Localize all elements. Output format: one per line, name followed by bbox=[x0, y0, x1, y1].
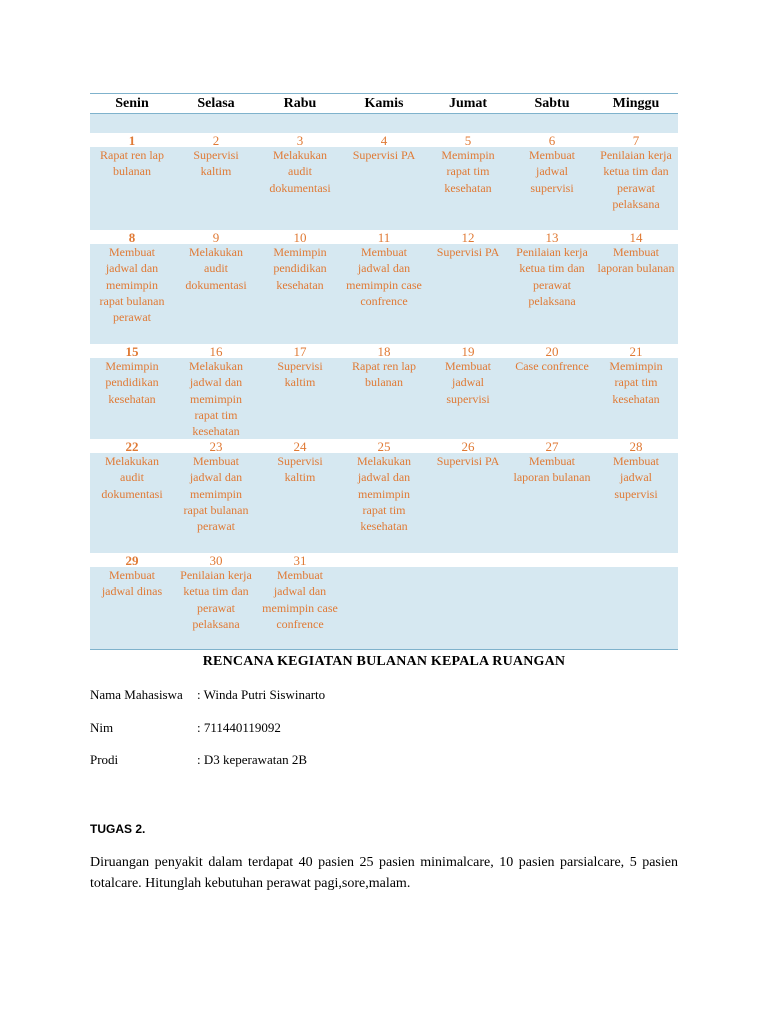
header-day-minggu: Minggu bbox=[612, 96, 660, 111]
calendar-header-row bbox=[90, 93, 678, 114]
activity-cell: Membuat jadwal supervisi bbox=[445, 359, 491, 406]
date-row bbox=[90, 230, 678, 244]
activity-cell bbox=[342, 567, 426, 649]
nama-value: : Winda Putri Siswinarto bbox=[197, 687, 326, 702]
date-cell: 24 bbox=[293, 439, 307, 454]
activity-cell: Rapat ren lap bulanan bbox=[100, 148, 164, 179]
activity-cell: Supervisi PA bbox=[436, 245, 500, 259]
activity-cell: Melakukan jadwal dan memimpin rapat tim kesehatan bbox=[189, 359, 243, 439]
activity-row bbox=[90, 453, 678, 553]
activity-cell: Membuat jadwal dinas bbox=[101, 568, 163, 599]
date-cell: 14 bbox=[629, 230, 643, 245]
date-cell: 10 bbox=[293, 230, 307, 245]
activity-row bbox=[90, 244, 678, 344]
header-day-senin: Senin bbox=[115, 96, 149, 111]
date-cell: 25 bbox=[377, 439, 391, 454]
monthly-calendar-table bbox=[90, 93, 678, 650]
date-cell: 12 bbox=[461, 230, 475, 245]
activity-cell: Membuat jadwal supervisi bbox=[613, 454, 659, 501]
document-title: RENCANA KEGIATAN BULANAN KEPALA RUANGAN bbox=[202, 654, 566, 669]
calendar-week-5 bbox=[90, 553, 678, 650]
activity-row bbox=[90, 567, 678, 649]
calendar-week-3 bbox=[90, 344, 678, 439]
date-cell: 5 bbox=[464, 133, 472, 148]
date-cell: 3 bbox=[296, 133, 304, 148]
activity-cell: Supervisi kaltim bbox=[193, 148, 239, 179]
date-cell: 28 bbox=[629, 439, 643, 454]
activity-cell: Supervisi PA bbox=[352, 148, 416, 162]
activity-cell bbox=[426, 567, 510, 649]
activity-cell: Memimpin rapat tim kesehatan bbox=[441, 148, 495, 195]
date-cell bbox=[426, 553, 510, 568]
activity-cell: Memimpin pendidikan kesehatan bbox=[105, 359, 159, 406]
calendar-week-1 bbox=[90, 133, 678, 230]
activity-cell: Case confrence bbox=[515, 359, 589, 373]
date-cell: 21 bbox=[629, 344, 643, 359]
date-cell: 1 bbox=[128, 133, 136, 148]
activity-cell: Supervisi kaltim bbox=[277, 359, 323, 390]
activity-cell: Membuat jadwal dan memimpin case confrence bbox=[346, 245, 422, 308]
prodi-value: : D3 keperawatan 2B bbox=[197, 752, 308, 767]
date-cell: 23 bbox=[209, 439, 223, 454]
header-day-selasa: Selasa bbox=[197, 96, 235, 111]
activity-row bbox=[90, 147, 678, 230]
date-cell: 11 bbox=[377, 230, 391, 245]
activity-cell: Melakukan audit dokumentasi bbox=[101, 454, 163, 501]
calendar-blank-band bbox=[90, 114, 678, 133]
date-row bbox=[90, 439, 678, 453]
activity-cell: Penilaian kerja ketua tim dan perawat pelaksana bbox=[600, 148, 672, 211]
nim-label: Nim bbox=[90, 720, 114, 735]
activity-cell: Penilaian kerja ketua tim dan perawat pelaksana bbox=[516, 245, 588, 308]
date-cell: 9 bbox=[212, 230, 220, 245]
date-cell bbox=[342, 553, 426, 568]
activity-cell: Membuat jadwal dan memimpin case confrence bbox=[262, 568, 338, 631]
calendar-week-2 bbox=[90, 230, 678, 344]
date-cell: 20 bbox=[545, 344, 559, 359]
header-day-sabtu: Sabtu bbox=[534, 96, 570, 111]
date-cell: 7 bbox=[632, 133, 640, 148]
prodi-label: Prodi bbox=[90, 752, 119, 767]
date-row bbox=[90, 553, 678, 567]
nim-value: : 711440119092 bbox=[197, 720, 281, 735]
activity-row bbox=[90, 358, 678, 439]
date-cell: 19 bbox=[461, 344, 475, 359]
activity-cell: Melakukan audit dokumentasi bbox=[185, 245, 247, 292]
date-row bbox=[90, 133, 678, 147]
activity-cell: Penilaian kerja ketua tim dan perawat pelaksana bbox=[180, 568, 252, 631]
header-day-rabu: Rabu bbox=[283, 96, 317, 111]
date-cell: 30 bbox=[209, 553, 223, 568]
activity-cell: Memimpin rapat tim kesehatan bbox=[609, 359, 663, 406]
date-cell: 8 bbox=[128, 230, 136, 245]
tugas-paragraph: Diruangan penyakit dalam terdapat 40 pasien 25 pasien minimalcare, 10 pasien parsialcare, 5 pasien totalcare. Hitunglah kebutuhan perawat pagi,sore,malam. bbox=[90, 855, 678, 891]
date-cell: 16 bbox=[209, 344, 223, 359]
date-cell: 31 bbox=[293, 553, 307, 568]
activity-cell bbox=[594, 567, 678, 649]
date-cell: 4 bbox=[380, 133, 388, 148]
date-cell bbox=[594, 553, 678, 568]
date-row bbox=[90, 344, 678, 358]
date-cell: 26 bbox=[461, 439, 475, 454]
activity-cell bbox=[510, 567, 594, 649]
activity-cell: Melakukan jadwal dan memimpin rapat tim kesehatan bbox=[357, 454, 411, 534]
activity-cell: Membuat jadwal dan memimpin rapat bulanan perawat bbox=[99, 245, 165, 325]
activity-cell: Supervisi kaltim bbox=[277, 454, 323, 485]
nama-label: Nama Mahasiswa bbox=[90, 687, 183, 702]
activity-cell: Melakukan audit dokumentasi bbox=[269, 148, 331, 195]
activity-cell: Rapat ren lap bulanan bbox=[352, 359, 416, 390]
calendar-week-4 bbox=[90, 439, 678, 553]
activity-cell: Membuat jadwal dan memimpin rapat bulanan perawat bbox=[183, 454, 249, 534]
date-cell: 15 bbox=[125, 344, 139, 359]
activity-cell: Membuat laporan bulanan bbox=[597, 245, 675, 276]
date-cell: 18 bbox=[377, 344, 391, 359]
date-cell: 17 bbox=[293, 344, 307, 359]
activity-cell: Supervisi PA bbox=[436, 454, 500, 468]
header-day-kamis: Kamis bbox=[364, 96, 404, 111]
date-cell: 27 bbox=[545, 439, 559, 454]
date-cell bbox=[510, 553, 594, 568]
date-cell: 13 bbox=[545, 230, 559, 245]
activity-cell: Membuat laporan bulanan bbox=[513, 454, 591, 485]
date-cell: 29 bbox=[125, 553, 139, 568]
activity-cell: Memimpin pendidikan kesehatan bbox=[273, 245, 327, 292]
date-cell: 2 bbox=[212, 133, 220, 148]
header-day-jumat: Jumat bbox=[448, 96, 488, 111]
tugas-heading: TUGAS 2. bbox=[90, 822, 146, 836]
activity-cell: Membuat jadwal supervisi bbox=[529, 148, 575, 195]
date-cell: 6 bbox=[548, 133, 556, 148]
date-cell: 22 bbox=[125, 439, 139, 454]
